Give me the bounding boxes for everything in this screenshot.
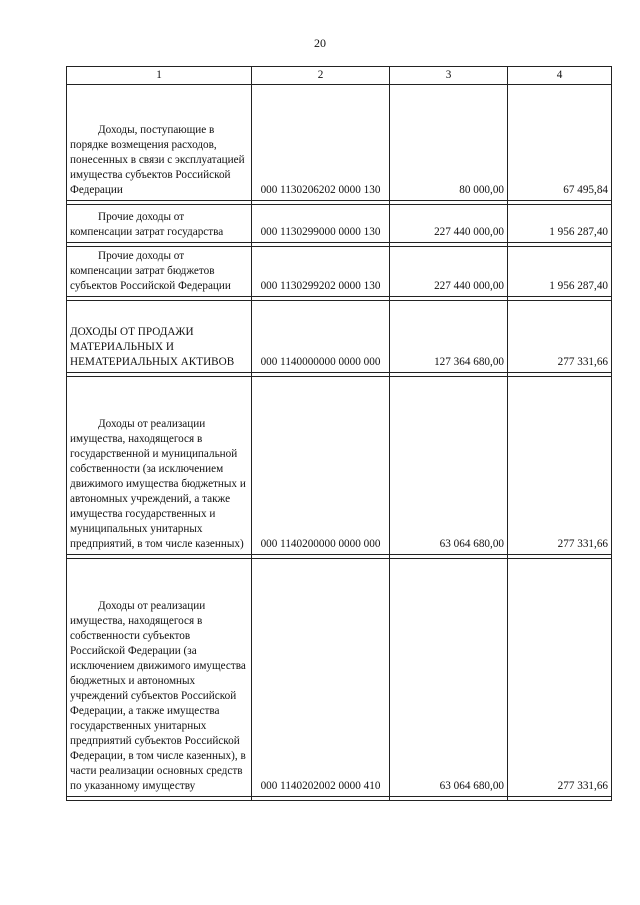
row-code: 000 1140200000 0000 000 [252,377,390,555]
row-name-cell [67,301,252,373]
table-row [67,301,612,373]
row-value-col4: 1 956 287,40 [508,247,612,297]
row-name: Доходы, поступающие в порядке возмещения расходов, понесенных в связи с эксплуатацией имущества субъектов Российской Федерации [70,124,245,196]
row-value-col4: 277 331,66 [508,377,612,555]
column-header: 3 [390,67,508,85]
row-name: Прочие доходы от компенсации затрат бюджетов субъектов Российской Федерации [70,250,231,292]
table-row [67,247,612,297]
table-row [67,85,612,201]
row-value-col3: 127 364 680,00 [390,301,508,373]
row-gap [67,797,612,801]
table-row [67,377,612,555]
row-value-col4: 1 956 287,40 [508,205,612,243]
row-value-col3: 227 440 000,00 [390,247,508,297]
row-value-col3: 63 064 680,00 [390,377,508,555]
row-code: 000 1140000000 0000 000 [252,301,390,373]
row-name: Доходы от реализации имущества, находящегося в государственной и муниципальной собственности (за исключением движимого имущества бюджетных и автономных учреждений, а также имущества государственных и муниципальных унитарных предприятий, в том числе казенных) [70,418,246,550]
row-name-cell [67,247,252,297]
table-header-row [67,67,612,85]
row-name: Доходы от реализации имущества, находящегося в собственности субъектов Российской Федерации (за исключением движимого имущества бюджетных и автономных учреждений субъектов Российской Федерации, а также имущества государственных унитарных предприятий субъектов Российской Федерации, в том числе казенных), в части реализации основных средств по указанному имуществу [70,600,246,792]
table-row [67,205,612,243]
row-value-col3: 63 064 680,00 [390,559,508,797]
row-name-cell [67,377,252,555]
column-header: 1 [67,67,252,85]
row-code: 000 1140202002 0000 410 [252,559,390,797]
row-name-cell [67,85,252,201]
row-code: 000 1130299202 0000 130 [252,247,390,297]
row-code: 000 1130299000 0000 130 [252,205,390,243]
column-header: 2 [252,67,390,85]
row-value-col3: 80 000,00 [390,85,508,201]
row-value-col4: 277 331,66 [508,301,612,373]
row-value-col4: 277 331,66 [508,559,612,797]
row-value-col4: 67 495,84 [508,85,612,201]
page-number: 20 [314,36,326,50]
row-name: Прочие доходы от компенсации затрат государства [70,211,224,238]
row-code: 000 1130206202 0000 130 [252,85,390,201]
row-name: ДОХОДЫ ОТ ПРОДАЖИ МАТЕРИАЛЬНЫХ И НЕМАТЕРИАЛЬНЫХ АКТИВОВ [70,326,235,368]
budget-table [66,66,612,801]
row-name-cell [67,205,252,243]
row-value-col3: 227 440 000,00 [390,205,508,243]
table-row [67,559,612,797]
column-header: 4 [508,67,612,85]
row-name-cell [67,559,252,797]
